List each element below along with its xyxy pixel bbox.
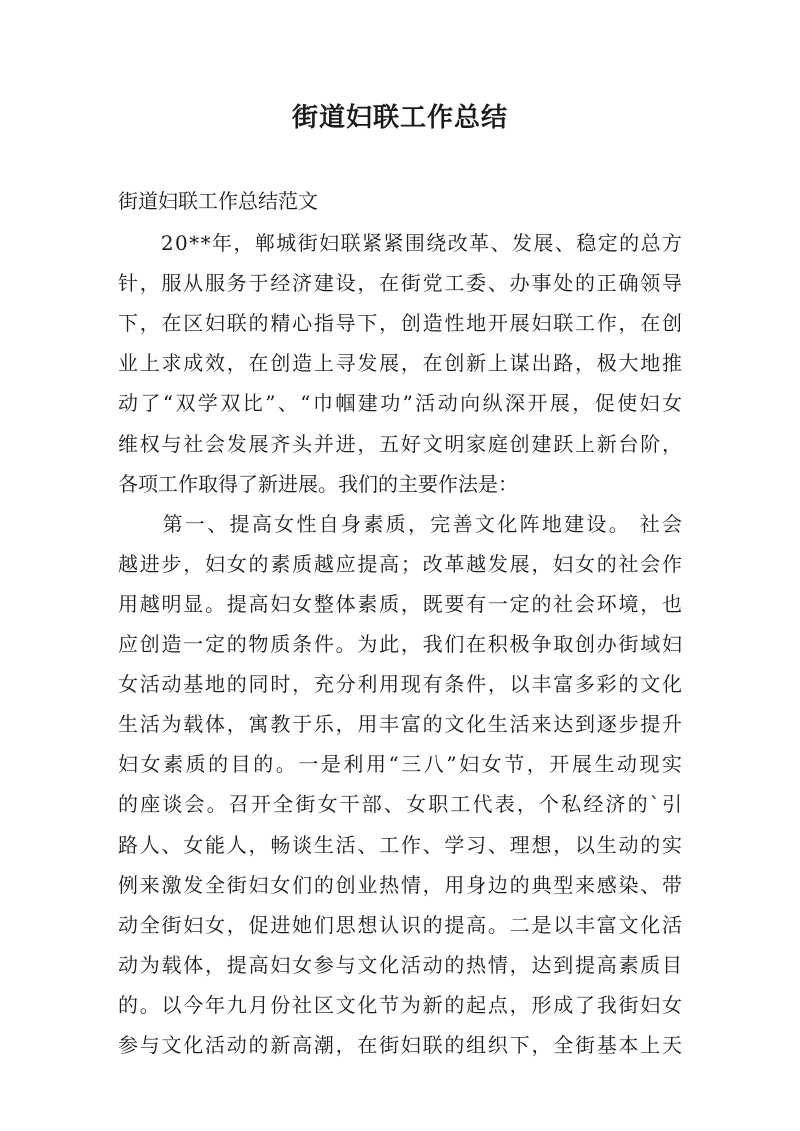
document-subtitle: 街道妇联工作总结范文 bbox=[118, 189, 318, 213]
body-line: 各项工作取得了新进展。我们的主要作法是： bbox=[118, 471, 518, 496]
body-line: 动为载体，提高妇女参与文化活动的热情，达到提高素质目 bbox=[118, 952, 684, 977]
body-line: 用越明显。提高妇女整体素质，既要有一定的社会环境，也 bbox=[118, 591, 684, 616]
body-line: 越进步，妇女的素质越应提高；改革越发展，妇女的社会作 bbox=[118, 551, 684, 576]
body-line: 生活为载体，寓教于乐，用丰富的文化生活来达到逐步提升 bbox=[118, 712, 684, 737]
body-line: 20**年，郸城街妇联紧紧围绕改革、发展、稳定的总方 bbox=[118, 231, 684, 255]
body-line: 例来激发全街妇女们的创业热情，用身边的典型来感染、带 bbox=[118, 872, 684, 897]
body-line: 应创造一定的物质条件。为此，我们在积极争取创办街域妇 bbox=[118, 632, 684, 656]
body-line: 下，在区妇联的精心指导下，创造性地开展妇联工作，在创 bbox=[118, 311, 684, 336]
body-line: 动了“双学双比”、“巾帼建功”活动向纵深开展，促使妇女 bbox=[118, 391, 685, 416]
body-line: 业上求成效，在创造上寻发展，在创新上谋出路，极大地推 bbox=[118, 351, 684, 376]
body-line: 的座谈会。召开全街女干部、女职工代表，个私经济的`引 bbox=[118, 792, 685, 817]
body-line: 参与文化活动的新高潮，在街妇联的组织下，全街基本上天 bbox=[118, 1033, 684, 1057]
body-line: 动全街妇女，促进她们思想认识的提高。二是以丰富文化活 bbox=[118, 912, 684, 937]
body-line: 第一、提高女性自身素质，完善文化阵地建设。 社会 bbox=[118, 511, 685, 536]
document-title: 街道妇联工作总结 bbox=[291, 103, 508, 133]
body-line: 维权与社会发展齐头并进，五好文明家庭创建跃上新台阶， bbox=[118, 431, 684, 456]
body-line: 妇女素质的目的。一是利用“三八”妇女节，开展生动现实 bbox=[118, 752, 685, 777]
body-line: 的。以今年九月份社区文化节为新的起点，形成了我街妇女 bbox=[118, 992, 684, 1017]
body-line: 针，服从服务于经济建设，在街党工委、办事处的正确领导 bbox=[118, 271, 684, 296]
body-line: 路人、女能人，畅谈生活、工作、学习、理想，以生动的实 bbox=[118, 832, 684, 857]
body-line: 女活动基地的同时，充分利用现有条件，以丰富多彩的文化 bbox=[118, 672, 684, 697]
